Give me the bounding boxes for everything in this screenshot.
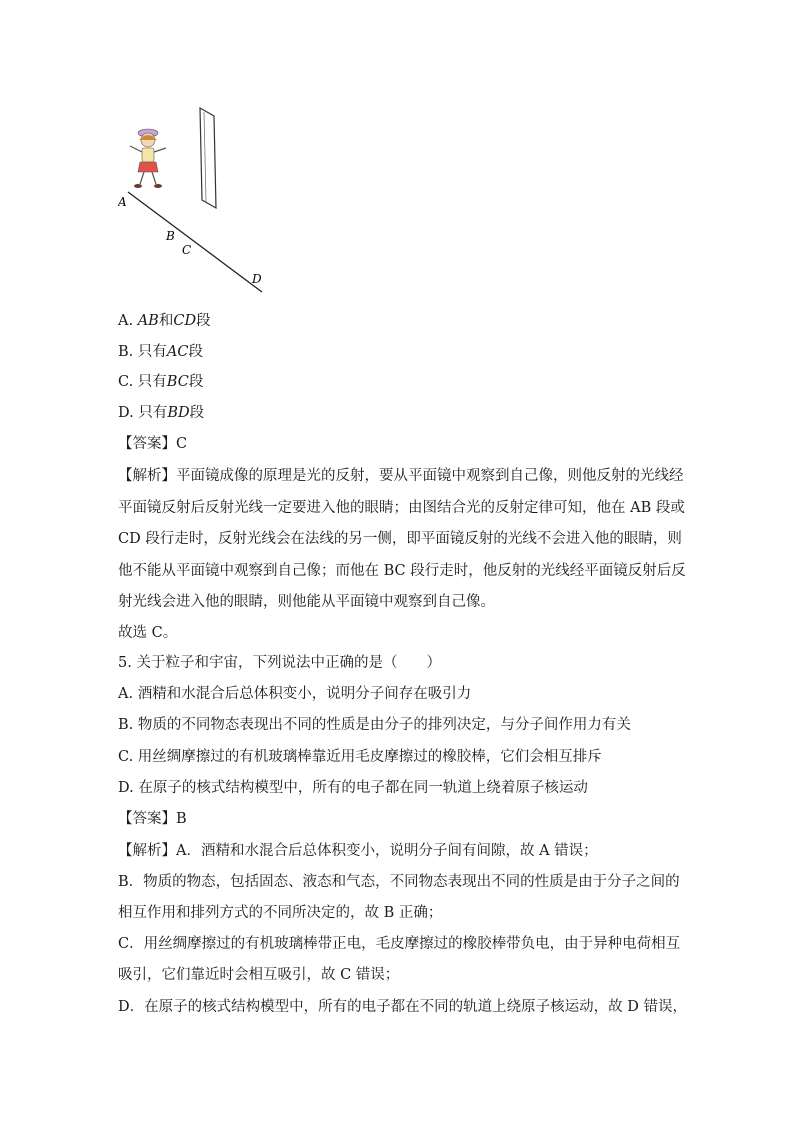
q4-analysis-line: 他不能从平面镜中观察到自己像；而他在 BC 段行走时，他反射的光线经平面镜反射后反: [118, 563, 686, 579]
q5-analysis-line: B．物质的物态，包括固态、液态和气态，不同物态表现出不同的性质是由于分子之间的: [118, 874, 680, 890]
q5-option-b: B. 物质的不同物态表现出不同的性质是由分子的排列决定，与分子间作用力有关: [118, 717, 631, 733]
q5-analysis-line: 吸引，它们靠近时会相互吸引，故 C 错误；: [118, 967, 400, 983]
q5-analysis-line: D．在原子的核式结构模型中，所有的电子都在不同的轨道上绕原子核运动，故 D 错误，: [118, 999, 687, 1015]
q4-option-a: A. AB和CD段: [118, 313, 211, 329]
girl-illustration: [130, 129, 166, 188]
q5-option-c: C. 用丝绸摩擦过的有机玻璃棒靠近用毛皮摩擦过的橡胶棒，它们会相互排斥: [118, 749, 602, 765]
q4-option-d: D. 只有BD段: [118, 405, 205, 421]
q5-option-a: A. 酒精和水混合后总体积变小，说明分子间存在吸引力: [118, 686, 472, 702]
mirror-diagram: [118, 100, 278, 300]
q4-option-b: B. 只有AC段: [118, 344, 203, 360]
label-c: C: [182, 243, 192, 257]
q5-analysis-line: 相互作用和排列方式的不同所决定的，故 B 正确；: [118, 905, 443, 921]
label-d: D: [252, 272, 262, 286]
label-b: B: [166, 229, 175, 243]
label-a: A: [118, 195, 127, 209]
plane-mirror: [200, 108, 216, 208]
q4-analysis-line: 【解析】平面镜成像的原理是光的反射，要从平面镜中观察到自己像，则他反射的光线经: [118, 468, 684, 484]
q5-answer: 【答案】B: [118, 811, 187, 827]
q4-analysis-line: CD 段行走时，反射光线会在法线的另一侧，即平面镜反射的光线不会进入他的眼睛，则: [118, 531, 682, 547]
q4-analysis-line: 射光线会进入他的眼睛，则他能从平面镜中观察到自己像。: [118, 594, 495, 610]
q4-conclusion: 故选 C。: [118, 625, 178, 641]
path-line: [128, 192, 262, 292]
q5-analysis-line: 【解析】A．酒精和水混合后总体积变小，说明分子间有间隙，故 A 错误；: [118, 843, 598, 859]
q5-stem: 5. 关于粒子和宇宙，下列说法中正确的是（ ）: [118, 655, 441, 671]
q4-analysis-line: 平面镜反射后反射光线一定要进入他的眼睛；由图结合光的反射定律可知，他在 AB 段或: [118, 500, 685, 516]
q4-option-c: C. 只有BC段: [118, 374, 204, 390]
q5-analysis-line: C．用丝绸摩擦过的有机玻璃棒带正电，毛皮摩擦过的橡胶棒带负电，由于异种电荷相互: [118, 936, 681, 952]
q5-option-d: D. 在原子的核式结构模型中，所有的电子都在同一轨道上绕着原子核运动: [118, 780, 588, 796]
q4-answer: 【答案】C: [118, 436, 188, 452]
